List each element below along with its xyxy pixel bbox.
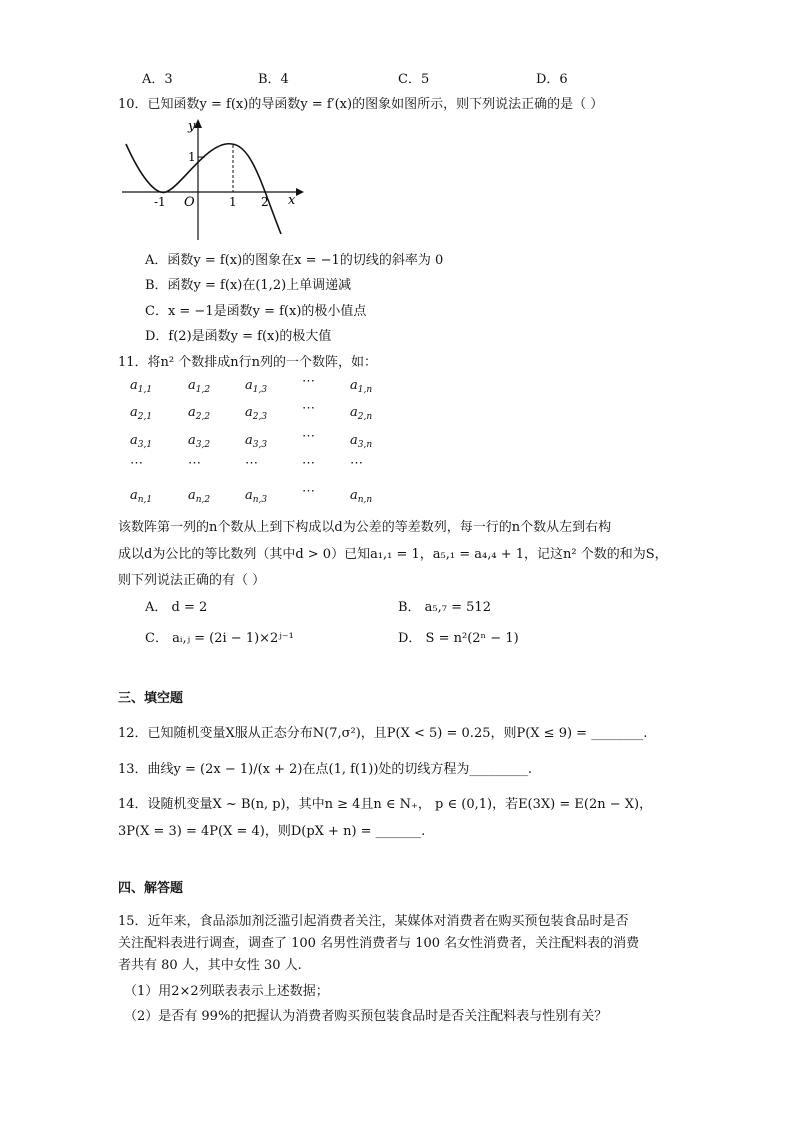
q9-option-d: D．6 — [536, 72, 568, 87]
q11-option-c: C． aᵢ,ⱼ = (2i − 1)×2ʲ⁻¹ — [145, 631, 294, 646]
matrix-cell: $a_{1,3}$ — [245, 378, 268, 395]
matrix-cell: $a_{n,2}$ — [188, 488, 211, 505]
matrix-cell: $a_{n,n}$ — [350, 488, 373, 505]
q11-body-line-1: 该数阵第一列的n个数从上到下构成以d为公差的等差数列，每一行的n个数从左到右构 — [118, 520, 612, 535]
derivative-graph — [118, 116, 304, 242]
matrix-cell: $a_{3,3}$ — [245, 433, 268, 450]
matrix-cell: ⋯ — [245, 456, 258, 471]
q13: 13．曲线y = (2x − 1)/(x + 2)在点(1, f(1))处的切线方程为_________. — [118, 762, 533, 777]
matrix-cell: $a_{2,n}$ — [350, 405, 373, 422]
graph-origin-label: O — [184, 195, 195, 210]
q11-option-b: B． a₅,₇ = 512 — [398, 600, 491, 615]
q12: 12．已知随机变量X服从正态分布N(7,σ²)，且P(X < 5) = 0.25，则P(X ≤ 9) = ________. — [118, 726, 648, 741]
section-solve-title: 四、解答题 — [118, 881, 184, 896]
q14-line-1: 14．设随机变量X ~ B(n, p)，其中n ≥ 4且n ∈ N₊， p ∈ (0,1)，若E(3X) = E(2n − X)， — [118, 797, 653, 812]
q11-stem: 11．将n² 个数排成n行n列的一个数阵，如： — [118, 355, 378, 370]
matrix-cell: $a_{2,3}$ — [245, 405, 268, 422]
matrix-cell: $a_{3,n}$ — [350, 433, 373, 450]
q11-body-line-2: 成以d为公比的等比数列（其中d > 0）已知a₁,₁ = 1，a₅,₁ = a₄,₄ + 1，记这n² 个数的和为S， — [118, 547, 668, 562]
matrix-cell: ⋯ — [188, 456, 201, 471]
q10-option-c: C．x = −1是函数y = f(x)的极小值点 — [145, 304, 367, 319]
q15-part-2: （2）是否有 99%的把握认为消费者购买预包装食品时是否关注配料表与性别有关？ — [124, 1009, 608, 1024]
graph-tick-1: 1 — [229, 195, 237, 209]
matrix-cell: $a_{3,2}$ — [188, 433, 211, 450]
matrix-cell: $a_{n,3}$ — [245, 488, 268, 505]
q10-option-d: D．f(2)是函数y = f(x)的极大值 — [145, 329, 332, 344]
q11-option-a: A． d = 2 — [145, 600, 208, 615]
graph-tick-one-y: 1 — [188, 150, 196, 164]
matrix-cell: $a_{1,1}$ — [130, 378, 153, 395]
section-fill-blank-title: 三、填空题 — [118, 691, 184, 706]
q10-stem: 10．已知函数y = f(x)的导函数y = f′(x)的图象如图所示，则下列说法正确的是（ ） — [118, 97, 604, 112]
q15-line-3: 者共有 80 人，其中女性 30 人. — [118, 958, 302, 973]
matrix-cell: ⋯ — [302, 401, 315, 416]
matrix-cell: $a_{1,2}$ — [188, 378, 211, 395]
graph-x-label: x — [288, 193, 296, 208]
matrix-cell: ⋯ — [302, 456, 315, 471]
matrix-cell: $a_{2,2}$ — [188, 405, 211, 422]
q14-line-2: 3P(X = 3) = 4P(X = 4)，则D(pX + n) = _______. — [118, 824, 426, 839]
matrix-cell: $a_{1,n}$ — [350, 378, 373, 395]
graph-y-label: y — [188, 119, 196, 134]
q11-option-d: D． S = n²(2ⁿ − 1) — [398, 631, 519, 646]
matrix-cell: $a_{3,1}$ — [130, 433, 153, 450]
matrix-cell: ⋯ — [350, 456, 363, 471]
q10-option-a: A．函数y = f(x)的图象在x = −1的切线的斜率为 0 — [145, 253, 444, 268]
q9-option-a: A．3 — [142, 72, 173, 87]
matrix-cell: ⋯ — [302, 484, 315, 499]
matrix-cell: $a_{2,1}$ — [130, 405, 153, 422]
q10-option-b: B．函数y = f(x)在(1,2)上单调递减 — [145, 278, 352, 293]
q15-part-1: （1）用2×2列联表表示上述数据； — [124, 984, 329, 999]
q11-body-line-3: 则下列说法正确的有（ ） — [118, 573, 266, 588]
q15-line-2: 关注配料表进行调查，调查了 100 名男性消费者与 100 名女性消费者，关注配料表的消费 — [118, 936, 640, 951]
matrix-cell: ⋯ — [130, 456, 143, 471]
matrix-cell: ⋯ — [302, 374, 315, 389]
q15-line-1: 15．近年来，食品添加剂泛滥引起消费者关注，某媒体对消费者在购买预包装食品时是否 — [118, 914, 629, 929]
matrix-cell: ⋯ — [302, 429, 315, 444]
q9-option-c: C．5 — [398, 72, 430, 87]
graph-tick-2: 2 — [261, 195, 269, 209]
graph-tick-neg1: -1 — [154, 195, 166, 209]
q9-option-b: B．4 — [258, 72, 289, 87]
matrix-cell: $a_{n,1}$ — [130, 488, 153, 505]
